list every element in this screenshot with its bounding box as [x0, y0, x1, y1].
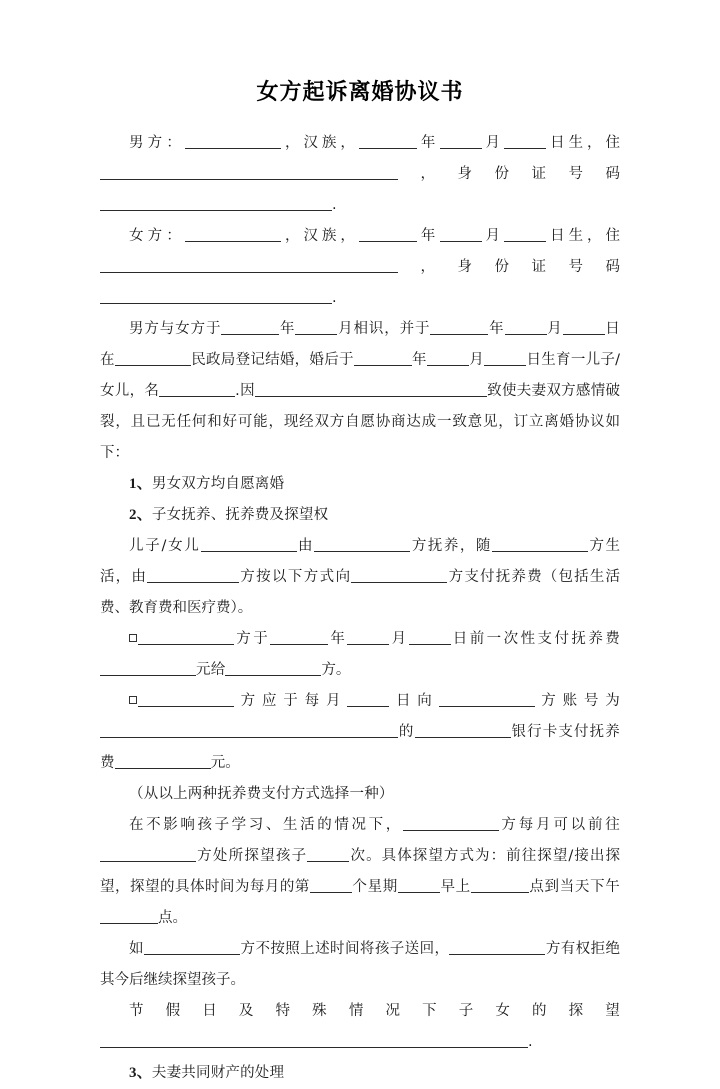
clause-1-number: 1、 [129, 476, 152, 492]
wife-name-blank[interactable] [185, 226, 281, 242]
marriage-text-11: .因 [235, 383, 255, 399]
lump-day-blank[interactable] [409, 629, 451, 645]
lump-text-6: 方。 [321, 662, 351, 678]
custody-text-5: 方按以下方式向 [239, 569, 352, 585]
visitation-text-5: 个星期 [351, 879, 398, 895]
monthly-amount-blank[interactable] [115, 753, 211, 769]
husband-text-4: 月 [481, 135, 505, 151]
marriage-text-7: 民政局登记结婚，婚后于 [190, 352, 354, 368]
paragraph-visitation [100, 810, 620, 934]
husband-birth-month-blank[interactable] [440, 133, 482, 149]
lump-amount-blank[interactable] [100, 660, 196, 676]
monthly-text-2: 日向 [389, 693, 439, 709]
custody-live-with-blank[interactable] [492, 536, 588, 552]
register-month-blank[interactable] [505, 319, 547, 335]
husband-text-6: ，身份证号码 [398, 166, 620, 182]
lump-payee-blank[interactable] [225, 660, 321, 676]
visitation-text-1: 在不影响孩子学习、生活的情况下， [129, 817, 403, 833]
wife-text-4: 月 [481, 228, 505, 244]
custody-payer-blank-1[interactable] [147, 567, 205, 583]
marriage-text-8: 年 [411, 352, 427, 368]
visitation-weekday-blank[interactable] [398, 877, 440, 893]
late-other-party-blank[interactable] [449, 939, 545, 955]
monthly-text-5: 银行卡支付抚养费 [100, 724, 621, 771]
visitation-party-blank[interactable] [403, 815, 499, 831]
monthly-text-3: 方账号为 [534, 693, 620, 709]
marriage-text-2: 年 [279, 321, 296, 337]
marriage-text-1: 男方与女方于 [129, 321, 222, 337]
monthly-text-6: 元。 [210, 755, 240, 771]
holiday-arrangement-blank-1[interactable] [100, 1032, 400, 1048]
custody-payer-blank-2[interactable] [205, 567, 239, 583]
custody-text-4: 方生活，由 [100, 538, 621, 585]
wife-text-3: 年 [416, 228, 440, 244]
marriage-text-12: 致使夫妻双方感情破裂，且已无任何和好可能，现经双方自愿协商达成一致意见，订立离婚协议如下： [100, 383, 621, 461]
meet-year-blank[interactable] [221, 319, 279, 335]
custody-payee-blank[interactable] [351, 567, 447, 583]
holiday-arrangement-blank-2[interactable] [400, 1032, 528, 1048]
marriage-text-9: 月 [468, 352, 485, 368]
wife-text-6: ，身份证号码 [398, 259, 620, 275]
visitation-text-2: 方每月可以前往 [498, 817, 621, 833]
clause-2 [100, 500, 620, 531]
husband-label: 男方： [129, 135, 186, 151]
checkbox-icon[interactable] [129, 696, 137, 704]
register-year-blank[interactable] [430, 319, 488, 335]
paragraph-custody [100, 531, 620, 624]
register-day-blank[interactable] [563, 319, 605, 335]
document-body [100, 128, 620, 1089]
register-place-blank-2[interactable] [157, 350, 191, 366]
lump-year-blank[interactable] [270, 629, 328, 645]
husband-birth-day-blank[interactable] [504, 133, 546, 149]
husband-text-2: ，汉族， [281, 135, 359, 151]
husband-text-3: 年 [416, 135, 440, 151]
marriage-text-4: 年 [488, 321, 505, 337]
paragraph-marriage-history [100, 314, 620, 469]
visitation-text-7: 点到当天下午 [528, 879, 621, 895]
clause-2-text: 子女抚养、抚养费及探望权 [151, 507, 329, 523]
paragraph-wife-info [100, 221, 620, 314]
meet-month-blank[interactable] [295, 319, 337, 335]
register-place-blank-1[interactable] [115, 350, 157, 366]
visitation-end-time-blank[interactable] [100, 908, 158, 924]
wife-address-blank-1[interactable] [100, 257, 270, 273]
child-birth-year-blank[interactable] [354, 350, 412, 366]
visitation-times-blank[interactable] [307, 846, 349, 862]
husband-text-5: 日生，住 [546, 135, 621, 151]
husband-address-blank-2[interactable] [270, 164, 398, 180]
visitation-week-blank[interactable] [310, 877, 352, 893]
husband-name-blank[interactable] [185, 133, 281, 149]
husband-text-7: . [332, 197, 337, 213]
marriage-text-5: 月 [546, 321, 563, 337]
custody-child-blank[interactable] [201, 536, 297, 552]
custody-text-2: 由 [296, 538, 315, 554]
child-name-blank-1[interactable] [159, 381, 201, 397]
child-birth-month-blank[interactable] [427, 350, 469, 366]
clause-2-number: 2、 [129, 507, 152, 523]
custody-text-1: 儿子/女儿 [129, 538, 201, 554]
breakdown-reason-blank[interactable] [255, 381, 487, 397]
custody-party-blank[interactable] [314, 536, 410, 552]
wife-label: 女方： [129, 228, 186, 244]
wife-text-2: ，汉族， [281, 228, 359, 244]
clause-3-number: 3、 [129, 1065, 152, 1081]
marriage-text-6: 日在 [100, 321, 620, 368]
lump-text-1: 方于 [234, 631, 271, 647]
monthly-payee-blank[interactable] [439, 691, 535, 707]
page-title: 女方起诉离婚协议书 [256, 80, 464, 105]
monthly-payer-blank[interactable] [138, 691, 234, 707]
custody-text-6: 方支付抚养费（包括生活费、教育费和医疗费）。 [100, 569, 620, 616]
late-party-blank[interactable] [144, 939, 240, 955]
visitation-text-6: 早上 [439, 879, 471, 895]
wife-text-7: . [332, 290, 337, 306]
husband-id-blank[interactable] [100, 195, 332, 211]
paragraph-husband-info [100, 128, 620, 221]
wife-address-blank-2[interactable] [270, 257, 398, 273]
lump-text-4: 日前一次性支付抚养费 [450, 631, 621, 647]
clause-3-text: 夫妻共同财产的处理 [151, 1065, 285, 1081]
holiday-text-2: . [528, 1034, 533, 1050]
wife-birth-month-blank[interactable] [440, 226, 482, 242]
husband-birth-year-blank[interactable] [359, 133, 417, 149]
paragraph-option-lump-sum [100, 624, 620, 686]
monthly-bank-blank[interactable] [415, 722, 511, 738]
late-text-1: 如 [129, 941, 145, 957]
visitation-text-4: 次。具体探望方式为：前往探望/接出探望，探望的具体时间为每月的第 [100, 848, 621, 895]
custody-text-3: 方抚养，随 [410, 538, 492, 554]
visitation-start-time-blank[interactable] [471, 877, 529, 893]
clause-3 [100, 1058, 620, 1089]
wife-birth-year-blank[interactable] [359, 226, 417, 242]
paragraph-option-monthly [100, 686, 620, 779]
clause-1-text: 男女双方均自愿离婚 [151, 476, 285, 492]
wife-birth-day-blank[interactable] [504, 226, 546, 242]
child-name-blank-2[interactable] [201, 381, 235, 397]
lump-payer-blank[interactable] [138, 629, 234, 645]
visitation-text-8: 点。 [158, 910, 187, 926]
wife-text-5: 日生，住 [546, 228, 621, 244]
holiday-text-1: 节假日及特殊情况下子女的探望 [129, 1003, 620, 1019]
clause-1 [100, 469, 620, 500]
marriage-text-3: 月相识，并于 [337, 321, 431, 337]
monthly-account-blank-2[interactable] [270, 722, 398, 738]
lump-text-2: 年 [328, 631, 348, 647]
late-text-2: 方不按照上述时间将孩子送回， [240, 941, 450, 957]
late-text-3: 方有权拒绝其今后继续探望孩子。 [100, 941, 621, 988]
monthly-text-4: 的 [398, 724, 415, 740]
husband-address-blank-1[interactable] [100, 164, 270, 180]
checkbox-icon[interactable] [129, 634, 137, 642]
lump-text-5: 元给 [196, 662, 226, 678]
visitation-text-3: 方处所探望孩子 [196, 848, 308, 864]
paragraph-late-return [100, 934, 620, 996]
paragraph-holiday-visit [100, 996, 620, 1058]
lump-text-3: 月 [389, 631, 409, 647]
marriage-text-10: 日生育一儿子/女儿，名 [100, 352, 621, 399]
monthly-account-blank-1[interactable] [100, 722, 270, 738]
monthly-text-1: 方应于每月 [234, 693, 348, 709]
paragraph-choose-note: （从以上两种抚养费支付方式选择一种） [129, 786, 394, 802]
monthly-day-blank[interactable] [347, 691, 389, 707]
lump-month-blank[interactable] [347, 629, 389, 645]
wife-id-blank[interactable] [100, 288, 332, 304]
child-birth-day-blank[interactable] [484, 350, 526, 366]
visitation-place-blank[interactable] [100, 846, 196, 862]
